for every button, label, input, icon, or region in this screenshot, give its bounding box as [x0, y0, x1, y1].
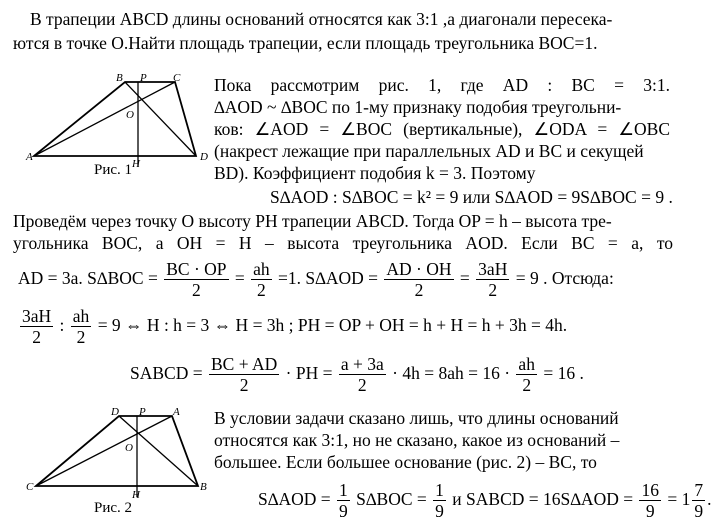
fraction-ad-oh: $\frac{AD \cdot OH}{2}$	[386, 259, 452, 301]
solution2-formula-row-2: $\frac{3aH}{2}$ : $\frac{ah}{2}$ = 9 ⇔ H : h = 3 ⇔ H = 3h ; PH = OP + OH = h + H = h + 3h = 4h.	[22, 306, 568, 348]
fraction-3ah-2: $\frac{3aH}{2}$	[22, 306, 52, 348]
label-C: C	[26, 481, 34, 493]
label-B: B	[116, 72, 123, 84]
label-A: A	[26, 151, 33, 163]
fraction-ah: $\frac{ah}{2}$	[253, 259, 270, 301]
s-aod-label: S∆AOD =	[305, 268, 379, 288]
fraction-16-9: $\frac{16}{9}$	[641, 480, 659, 522]
label-O: O	[125, 442, 133, 454]
figure-1-caption: Рис. 1	[94, 162, 133, 178]
solution3-line-1: В условии задачи сказано лишь, что длины оснований	[214, 408, 619, 428]
solution2-line-1: Проведём через точку O высоту PH трапеции ABCD. Тогда OP = h – высота тре-	[13, 211, 612, 231]
fraction-3ah: $\frac{3aH}{2}$	[478, 259, 508, 301]
label-C: C	[173, 72, 181, 84]
problem-line-1: В трапеции ABCD длины оснований относятся как 3:1 ,а диагонали пересека-	[30, 9, 613, 29]
trapezoid-figure-2	[22, 402, 212, 512]
solution1-line-1: Пока рассмотрим рис. 1, где AD : BC = 3:1.	[214, 75, 670, 95]
solution3-formula-row: S∆AOD = $\frac{1}{9}$ S∆BOC = $\frac{1}{9}$ и SABCD = 16S∆AOD = $\frac{16}{9}$ = 1 $\frac{7}{9}$	[258, 480, 704, 522]
ad-expression: AD = 3a.	[18, 268, 83, 288]
label-H: H	[132, 158, 140, 170]
fraction-ah-3: $\frac{ah}{2}$	[518, 354, 535, 396]
label-P: P	[139, 406, 146, 418]
solution3-line-2: относятся как 3:1, но не сказано, какое из оснований –	[214, 430, 620, 450]
problem-line-2: ются в точке O.Найти площадь трапеции, если площадь треугольника BOC=1.	[13, 33, 598, 53]
label-O: O	[126, 109, 134, 121]
solution1-line-4: (накрест лежащие при параллельных AD и BC и секущей	[214, 141, 644, 161]
solution2-formula-row-3: SABCD = $\frac{BC + AD}{2}$ · PH = $\frac{a + 3a}{2}$ · 4h = 8ah = 16 · $\frac{ah}{2}$ = 16 .	[130, 354, 584, 396]
solution2-line-2: угольника BOC, а OH = H – высота треугольника AOD. Если BC = a, то	[13, 233, 673, 253]
fraction-bc-ad: $\frac{BC + AD}{2}$	[210, 354, 278, 396]
solution1-line-6: S∆AOD : S∆BOC = k² = 9 или S∆AOD = 9S∆BOC = 9 .	[270, 187, 673, 207]
solution2-formula-row-1: AD = 3a. S∆BOC = $\frac{BC \cdot OP}{2}$ = $\frac{ah}{2}$ =1. S∆AOD = $\frac{AD \cdot OH}{2}$ = $\frac{3aH}{2}$ = 9 . Отсюда:	[18, 259, 614, 301]
label-D: D	[111, 406, 119, 418]
label-H: H	[132, 489, 140, 501]
solution1-line-3: ков: ∠AOD = ∠BOC (вертикальные), ∠ODA = ∠OBC	[214, 119, 670, 139]
fraction-a-3a: $\frac{a + 3a}{2}$	[340, 354, 384, 396]
label-P: P	[140, 72, 147, 84]
solution1-line-5: BD). Коэффициент подобия k = 3. Поэтому	[214, 163, 536, 183]
fraction-1-9-b: $\frac{1}{9}$	[435, 480, 444, 522]
s-boc-label: S∆BOC =	[87, 268, 158, 288]
fraction-ah-2: $\frac{ah}{2}$	[72, 306, 90, 348]
label-B: B	[200, 481, 207, 493]
solution3-line-3: большее. Если большее основание (рис. 2) – BC, то	[214, 452, 597, 472]
s-abcd-label: SABCD =	[130, 363, 203, 383]
figure-2-caption: Рис. 2	[94, 500, 133, 516]
fraction-7-9: $\frac{7}{9}$	[694, 480, 704, 522]
solution1-line-2: ∆AOD ~ ∆BOC по 1-му признаку подобия треугольни-	[214, 97, 622, 117]
label-A: A	[173, 406, 180, 418]
fraction-bc-op: $\frac{BC \cdot OP}{2}$	[166, 259, 227, 301]
label-D: D	[200, 151, 208, 163]
fraction-1-9-a: $\frac{1}{9}$	[338, 480, 348, 522]
